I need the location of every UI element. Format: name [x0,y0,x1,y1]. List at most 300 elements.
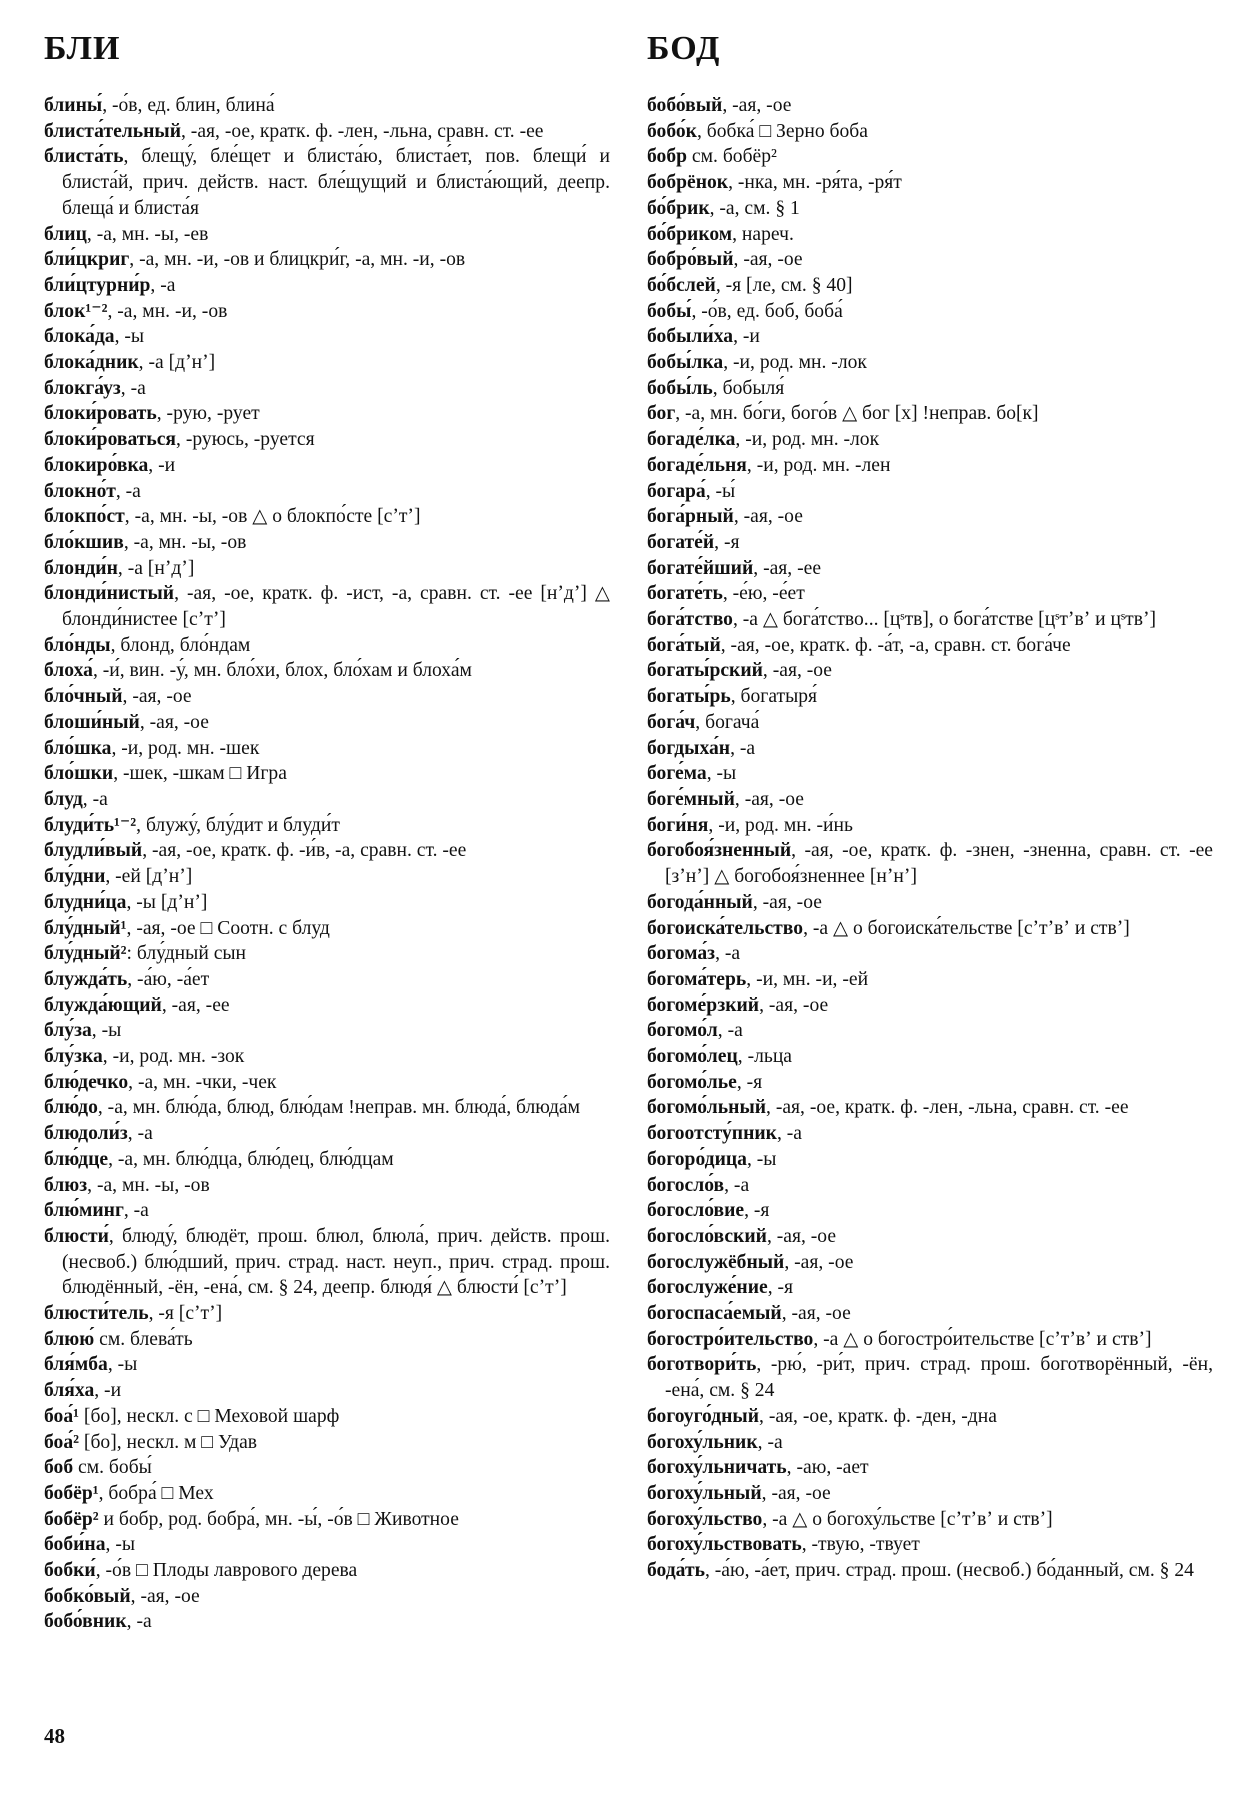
left-running-head: БЛИ [44,30,121,67]
entry-headword: боге́ма [647,763,707,785]
entry-definition: , -а [757,1431,783,1453]
entry-headword: богате́йший [647,557,754,579]
entry-definition: , -и [733,326,760,348]
entry-definition: , -а △ бога́тство... [цˢтв], о бога́тстве [цˢтʼвʼ и цˢтвʼ] [732,609,1157,631]
entry-definition: , -а, мн. -и, -ов [107,300,228,322]
dictionary-entry [647,787,1213,813]
dictionary-entry [44,479,610,505]
entry-definition: , -е́ю, -е́ет [722,583,805,605]
entry-headword: бобы́ль [647,377,713,399]
entry-definition: , бобыля́ [712,377,785,399]
entry-definition: , -ей [дʼнʼ] [105,866,193,888]
entry-headword: блокпо́ст [44,506,125,528]
entry-definition: , -льца [737,1046,792,1068]
entry-headword: богомо́лец [647,1046,738,1068]
dictionary-entry [44,1147,610,1173]
entry-headword: богдыха́н [647,737,731,759]
dictionary-entry [44,1352,610,1378]
dictionary-entry [647,479,1213,505]
entry-headword: бога́тство [647,609,733,631]
entry-definition: см. блева́ть [94,1328,193,1350]
dictionary-entry [647,1070,1213,1096]
dictionary-entry [647,1532,1213,1558]
entry-definition: , -твую, -твует [801,1534,920,1556]
entry-definition: , -ы [706,763,737,785]
dictionary-entry [647,1352,1213,1403]
entry-definition: , -ая, -ое [761,1482,831,1504]
entry-definition: [бо], нескл. с □ Меховой шарф [79,1405,340,1427]
dictionary-entry [647,1147,1213,1173]
entry-headword: блокга́уз [44,377,121,399]
entry-definition: , -ы́ [705,480,736,502]
entry-definition: , -а [дʼнʼ] [138,352,216,374]
entry-definition: , -ая, -ое □ Соотн. с блуд [126,917,330,939]
entry-headword: бобёр¹ [44,1482,99,1504]
right-column [647,93,1213,1584]
entry-headword: блины́ [44,95,103,116]
entry-headword: блоки́ровать [44,403,157,425]
dictionary-entry [44,993,610,1019]
entry-headword: богомо́лье [647,1071,737,1093]
entry-definition: , -а́ю, -а́ет, прич. страд. прош. (несвоб.) бо́данный, см. § 24 [704,1560,1194,1582]
dictionary-entry [647,813,1213,839]
entry-definition: , -ы [107,1354,138,1376]
entry-definition: , -ая, -ое [762,660,833,682]
dictionary-entry [44,556,610,582]
entry-definition: , -ы [746,1148,777,1170]
dictionary-entry [647,607,1213,633]
dictionary-entry [44,324,610,350]
entry-headword: бобы́лка [647,352,724,374]
dictionary-entry [647,581,1213,607]
entry-headword: богода́нный [647,891,753,913]
dictionary-entry [647,170,1213,196]
entry-headword: бло́нды [44,634,111,656]
entry-headword: богоху́льный [647,1482,762,1504]
entry-definition: , -а́ю, -а́ет [127,968,210,990]
entry-headword: бло́шка [44,737,112,759]
entry-headword: богомо́л [647,1020,718,1042]
entry-definition: , -рую, -рует [156,403,260,425]
entry-headword: боги́ня [647,814,709,836]
entry-definition: , блещу́, бле́щет и блиста́ю, блиста́ет, пов. блещи́ и блиста́й, прич. действ. наст. бле́щущий и блиста́ющий, деепр. блеща́ и блиста́я [62,146,610,219]
entry-headword: бобо́вый [647,95,723,116]
dictionary-entry [44,1584,610,1610]
entry-headword: блоха́ [44,660,93,682]
entry-headword: блок¹⁻² [44,300,108,322]
entry-headword: блу́за [44,1020,92,1042]
entry-headword: бога́ч [647,711,696,733]
dictionary-entry [647,401,1213,427]
dictionary-entry [44,1224,610,1301]
dictionary-entry [44,1404,610,1430]
entry-headword: бобыли́ха [647,326,734,348]
entry-headword: блю́дечко [44,1071,129,1093]
dictionary-entry [44,350,610,376]
entry-definition: , -руюсь, -руется [176,429,315,451]
entry-definition: , блюду́, блюдёт, прош. блюл, блюла́, прич. действ. прош. (несвоб.) блю́дший, прич. страд. наст. неуп., прич. страд. прош. блюдённый, -ён, -ена́, см. § 24, деепр. блюдя́ △ блюсти́ [сʼтʼ] [62,1225,610,1299]
entry-headword: бога́рный [647,506,734,528]
entry-definition: , -ы [114,326,145,348]
entry-definition: , -аю, -ает [786,1457,869,1479]
dictionary-entry [44,1609,610,1635]
entry-definition: , -ая, -ое [733,506,803,528]
entry-definition: , -ая, -ое [781,1303,851,1325]
entry-headword: богосло́вский [647,1225,767,1247]
entry-definition: , -ая, -ое [734,788,804,810]
dictionary-entry [647,1558,1213,1584]
entry-definition: , -ая, -ое, кратк. ф. -лен, -льна, сравн. ст. -ее [181,120,544,142]
entry-headword: блуди́ть¹⁻² [44,814,137,836]
dictionary-entry [647,144,1213,170]
dictionary-entry [647,1507,1213,1533]
dictionary-entry [647,736,1213,762]
dictionary-entry [647,916,1213,942]
entry-headword: бло́шки [44,763,114,785]
dictionary-entry [647,504,1213,530]
dictionary-entry [44,1430,610,1456]
entry-headword: блюсти́тель [44,1303,149,1325]
entry-definition: , -о́в, ед. блин, блина́ [102,95,275,116]
dictionary-entry [44,736,610,762]
entry-definition: , -а [82,788,108,810]
right-running-head: БОД [647,30,721,67]
entry-definition: , -ая, -ое [722,95,792,116]
dictionary-entry [647,890,1213,916]
dictionary-entry [647,273,1213,299]
entry-headword: богослуже́ние [647,1277,768,1299]
dictionary-entry [44,530,610,556]
dictionary-entry [44,1378,610,1404]
entry-headword: богоху́льство [647,1508,763,1530]
entry-definition: , -и, род. мн. -зок [102,1046,245,1068]
entry-definition: , -ая, -ое, кратк. ф. -и́в, -а, сравн. ст. -ее [142,840,467,862]
dictionary-entry [44,93,610,119]
entry-definition: , -ая, -ее [753,557,822,579]
entry-definition: , -а [120,377,146,399]
entry-definition: , -и, мн. -и, -ей [746,968,869,990]
entry-definition: , нареч. [732,223,794,245]
entry-headword: блюдоли́з [44,1123,128,1145]
entry-headword: блудли́вый [44,840,143,862]
dictionary-entry [44,1121,610,1147]
entry-definition: , -и, род. мн. -шек [111,737,260,759]
entry-headword: богослужёбный [647,1251,785,1273]
entry-headword: бля́ха [44,1380,95,1402]
entry-headword: блонди́нистый [44,583,175,605]
dictionary-entry [647,633,1213,659]
entry-definition: , -а, мн. бо́ги, бого́в △ бог [х] !неправ. бо[к] [675,403,1039,425]
dictionary-entry [44,1455,610,1481]
entry-definition: , -я [736,1071,763,1093]
entry-headword: богаты́рь [647,686,731,708]
dictionary-entry [647,119,1213,145]
entry-definition: , -а [717,1020,743,1042]
dictionary-entry [44,1173,610,1199]
dictionary-entry [44,916,610,942]
entry-definition: , -ая, -ее [161,994,230,1016]
dictionary-entry [44,1558,610,1584]
entry-definition: , бобка́ □ Зерно боба [696,120,868,142]
entry-definition: , -ы [105,1534,136,1556]
entry-headword: бо́бриком [647,223,733,245]
entry-definition: [бо], нескл. м □ Удав [79,1431,258,1453]
dictionary-entry [647,350,1213,376]
page-number: 48 [44,1724,65,1748]
entry-definition: , -рю́, -ри́т, прич. страд. прош. боготворённый, -ён, -ена́, см. § 24 [665,1354,1213,1402]
entry-headword: блу́дный² [44,943,127,965]
dictionary-entry [647,1044,1213,1070]
dictionary-entry [647,453,1213,479]
dictionary-entry [647,1301,1213,1327]
dictionary-entry [647,427,1213,453]
entry-definition: , -а △ о богостро́ительстве [сʼтʼвʼ и ствʼ] [813,1328,1152,1350]
entry-headword: бога́тый [647,634,721,656]
dictionary-entry [647,93,1213,119]
dictionary-entry [647,838,1213,889]
entry-headword: блиста́ть [44,146,124,168]
entry-headword: бобро́вый [647,249,734,271]
entry-headword: богоиска́тельство [647,917,804,939]
entry-headword: блудни́ца [44,891,127,913]
entry-definition: , -а, мн. -ы, -ев [86,223,209,245]
entry-definition: , -ая, -ое [139,711,209,733]
entry-definition: , -а [715,943,741,965]
dictionary-entry [647,222,1213,248]
entry-headword: бо́брик [647,197,710,219]
entry-headword: богате́й [647,531,715,553]
dictionary-entry [44,633,610,659]
entry-definition: , -а [724,1174,750,1196]
entry-headword: бобрёнок [647,172,729,194]
entry-headword: богоспаса́емый [647,1303,782,1325]
entry-headword: богате́ть [647,583,723,605]
dictionary-entry [647,1481,1213,1507]
entry-definition: , -а [776,1123,802,1145]
dictionary-entry [44,1301,610,1327]
entry-headword: богоху́льничать [647,1457,787,1479]
dictionary-entry [44,890,610,916]
entry-headword: бо́бслей [647,274,716,296]
entry-definition: , -ая, -ое [733,249,803,271]
dictionary-entry [647,1224,1213,1250]
entry-headword: блу́дни [44,866,106,888]
entry-definition: , -а [123,1200,149,1222]
entry-headword: бобы́ [647,300,692,322]
entry-definition: , -а [126,1611,152,1633]
entry-headword: богаде́льня [647,454,747,476]
entry-definition: , -я [ле, см. § 40] [715,274,853,296]
entry-headword: бля́мба [44,1354,108,1376]
dictionary-entry [647,299,1213,325]
dictionary-entry [44,1018,610,1044]
entry-definition: , -а △ о богоху́льстве [сʼтʼвʼ и ствʼ] [762,1508,1053,1530]
entry-definition: , -а, мн. -ы, -ов △ о блокпо́сте [сʼтʼ] [124,506,421,528]
left-column [44,93,610,1635]
entry-headword: боби́на [44,1534,106,1556]
entry-headword: богоху́льник [647,1431,758,1453]
dictionary-entry [44,581,610,632]
entry-definition: , богатыря́ [730,686,818,708]
entry-definition: , -ая, -ое, кратк. ф. -знен, -зненна, сравн. ст. -ее [зʼнʼ] △ богобоя́зненнее [нʼнʼ] [665,840,1213,888]
entry-definition: , -а [115,480,141,502]
entry-headword: блиста́тельный [44,120,181,142]
entry-definition: , -ая, -ое [130,1585,200,1607]
entry-headword: блокиро́вка [44,454,149,476]
entry-headword: блю́до [44,1097,98,1119]
entry-definition: , -ая, -ое, кратк. ф. -а́т, -а, сравн. ст. бога́че [720,634,1071,656]
entry-definition: , -ая, -ое [766,1225,837,1247]
entry-headword: блиц [44,223,87,245]
entry-definition: , -а, мн. -чки, -чек [128,1071,277,1093]
dictionary-entry [44,427,610,453]
dictionary-entry [647,941,1213,967]
dictionary-entry [44,710,610,736]
dictionary-entry [44,838,610,864]
dictionary-entry [44,119,610,145]
dictionary-entry [44,967,610,993]
entry-definition: , -а, мн. -ы, -ов [123,531,247,553]
entry-headword: блу́зка [44,1046,103,1068]
entry-headword: богоме́рзкий [647,994,760,1016]
entry-definition: , блужу́, блу́дит и блуди́т [136,814,340,836]
dictionary-entry [44,761,610,787]
entry-headword: блонди́н [44,557,118,579]
entry-headword: бли́цтурни́р [44,274,151,296]
dictionary-entry [44,1095,610,1121]
entry-definition: , -и, род. мн. -лок [735,429,880,451]
entry-definition: , -ы [91,1020,122,1042]
dictionary-entry [44,864,610,890]
dictionary-entry [647,1430,1213,1456]
entry-definition: , богача́ [695,711,760,733]
entry-headword: бобко́вый [44,1585,131,1607]
entry-definition: , -ая, -ое, кратк. ф. -ист, -а, сравн. ст. -ее [нʼдʼ] △ блонди́нистее [сʼтʼ] [62,583,610,631]
dictionary-entry [647,1327,1213,1353]
dictionary-entry [44,1198,610,1224]
entry-headword: богоотсту́пник [647,1123,777,1145]
entry-headword: боб [44,1457,74,1479]
entry-headword: богаде́лка [647,429,736,451]
dictionary-entry [44,504,610,530]
entry-definition: , -а, мн. -и, -ов и блицкри́г, -а, мн. -и, -ов [129,249,466,271]
entry-definition: , блонд, бло́ндам [110,634,251,656]
entry-headword: богоро́дица [647,1148,747,1170]
entry-definition: , -а △ о богоиска́тельстве [сʼтʼвʼ и ствʼ] [803,917,1130,939]
entry-definition: , -я [сʼтʼ] [148,1303,223,1325]
dictionary-entry [44,376,610,402]
dictionary-entry [647,1095,1213,1121]
dictionary-entry [647,1173,1213,1199]
dictionary-entry [44,1507,610,1533]
entry-headword: блюз [44,1174,88,1196]
entry-headword: богоуго́дный [647,1405,760,1427]
dictionary-entry [647,530,1213,556]
entry-headword: бобо́вник [44,1611,127,1633]
dictionary-entry [44,1327,610,1353]
dictionary-entry [44,1532,610,1558]
entry-definition: , -шек, -шкам □ Игра [113,763,287,785]
entry-definition: , -я [714,531,740,553]
dictionary-entry [44,1481,610,1507]
entry-headword: блу́дный¹ [44,917,127,939]
dictionary-entry [647,196,1213,222]
entry-headword: блоки́роваться [44,429,177,451]
dictionary-entry [647,684,1213,710]
dictionary-entry [647,1455,1213,1481]
dictionary-entry [44,658,610,684]
entry-headword: бобёр² [44,1508,99,1530]
entry-definition: см. бобы́ [73,1457,152,1479]
entry-definition: и бобр, род. бобра́, мн. -ы́, -о́в □ Животное [98,1508,459,1530]
entry-headword: богома́терь [647,968,747,990]
entry-headword: блока́да [44,326,115,348]
dictionary-entry [44,144,610,221]
entry-definition: , -а [150,274,176,296]
entry-headword: богома́з [647,943,716,965]
entry-definition: , -ая, -ое, кратк. ф. -лен, -льна, сравн. ст. -ее [766,1097,1129,1119]
entry-headword: боа́² [44,1431,80,1453]
entry-headword: блюю́ [44,1328,95,1350]
entry-headword: богосло́в [647,1174,725,1196]
entry-headword: боге́мный [647,788,735,810]
dictionary-entry [44,401,610,427]
entry-headword: богостро́ительство [647,1328,814,1350]
entry-definition: , -а, мн. блю́да, блюд, блю́дам !неправ. мн. блюда́, блюда́м [97,1097,581,1119]
dictionary-entry [647,658,1213,684]
dictionary-entry [647,967,1213,993]
entry-definition: , -о́в, ед. боб, боба́ [691,300,843,322]
entry-headword: блока́дник [44,352,139,374]
entry-definition: : блу́дный сын [126,943,247,965]
dictionary-entry [44,813,610,839]
entry-headword: блужда́ющий [44,994,162,1016]
entry-definition: , -ая, -ое [784,1251,854,1273]
dictionary-entry [44,684,610,710]
entry-definition: , -а [730,737,756,759]
entry-definition: , бобра́ □ Мех [98,1482,214,1504]
entry-headword: бобо́к [647,120,697,142]
dictionary-entry [647,993,1213,1019]
entry-headword: блю́дце [44,1148,109,1170]
entry-headword: бли́цкриг [44,249,130,271]
entry-definition: , -ая, -ое [122,686,192,708]
entry-headword: блокно́т [44,480,116,502]
entry-definition: , -а [нʼдʼ] [117,557,195,579]
dictionary-entry [44,1070,610,1096]
entry-headword: боготвори́ть [647,1354,757,1376]
dictionary-entry [647,324,1213,350]
entry-definition: , -ая, -ое, кратк. ф. -ден, -дна [759,1405,997,1427]
entry-definition: , -и, род. мн. -лок [723,352,867,374]
entry-definition: , -и, род. мн. -и́нь [708,814,853,836]
dictionary-entry [647,247,1213,273]
entry-definition: , -и [148,454,176,476]
dictionary-entry [647,376,1213,402]
dictionary-entry [44,941,610,967]
entry-headword: богоху́льствовать [647,1534,802,1556]
entry-headword: бог [647,403,676,425]
entry-headword: богосло́вие [647,1200,745,1222]
entry-definition: , -ы [дʼнʼ] [126,891,208,913]
entry-headword: блоши́ный [44,711,140,733]
dictionary-entry [647,710,1213,736]
dictionary-entry [44,247,610,273]
dictionary-entry [647,1198,1213,1224]
entry-headword: бода́ть [647,1560,705,1582]
dictionary-entry [44,1044,610,1070]
entry-headword: блю́минг [44,1200,124,1222]
